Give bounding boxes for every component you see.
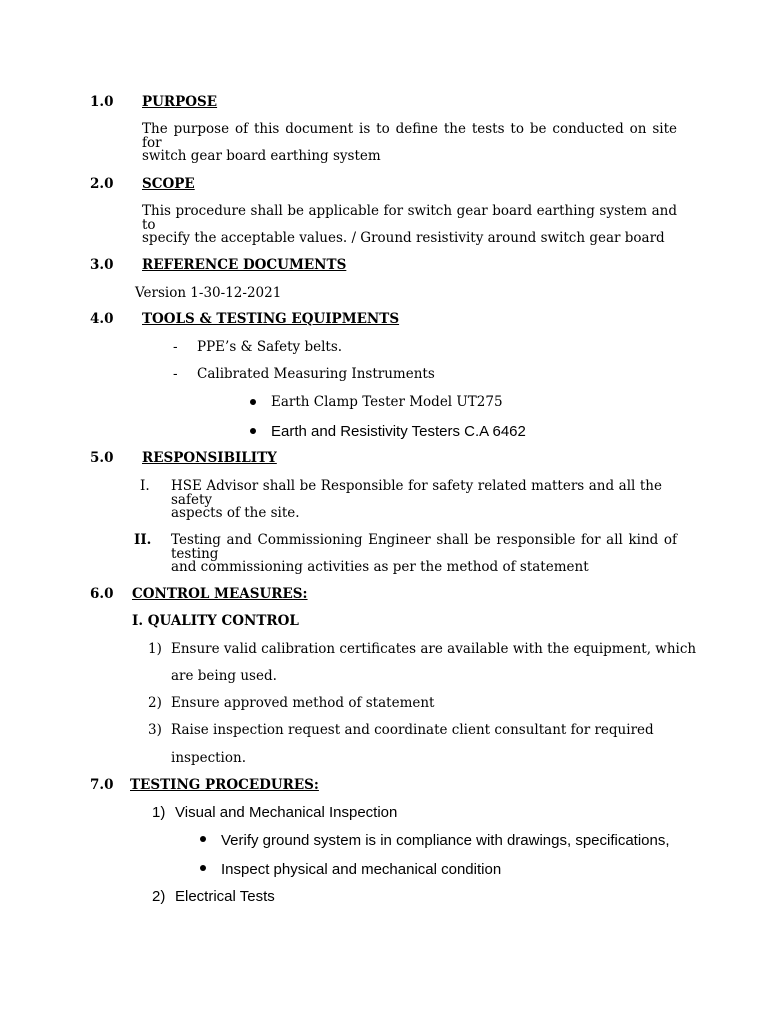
control-item-line: Raise inspection request and coordinate client consultant for required [171, 722, 654, 738]
procedure-subitem: Inspect physical and mechanical condition [221, 861, 502, 878]
section-3-number: 3.0 [90, 257, 114, 273]
control-item-line: Ensure valid calibration certificates are available with the equipment, which [171, 641, 697, 657]
numbered-marker: 1) [152, 804, 166, 821]
control-item-line: inspection. [171, 750, 246, 766]
section-2-body-line: specify the acceptable values. / Ground resistivity around switch gear board [142, 230, 665, 246]
responsibility-line: HSE Advisor shall be Responsible for safety related matters and all the safety [171, 478, 662, 508]
section-1-heading: PURPOSE [142, 94, 218, 110]
bullet-icon [250, 399, 256, 405]
bullet-icon [200, 865, 206, 871]
section-1-number: 1.0 [90, 94, 114, 110]
numbered-marker: 2) [152, 888, 166, 905]
section-4-number: 4.0 [90, 311, 114, 327]
section-5-heading: RESPONSIBILITY [142, 450, 277, 466]
section-7-heading: TESTING PROCEDURES: [130, 777, 319, 793]
section-6-heading: CONTROL MEASURES: [132, 586, 308, 602]
section-1-body-line: switch gear board earthing system [142, 148, 381, 164]
roman-marker: I. [140, 478, 150, 494]
section-5-number: 5.0 [90, 450, 114, 466]
section-1-body-line: The purpose of this document is to define the tests to be conducted on site for [142, 121, 677, 151]
responsibility-line: aspects of the site. [171, 505, 300, 521]
control-item-line: are being used. [171, 668, 277, 684]
instrument-item: Earth and Resistivity Testers C.A 6462 [271, 423, 526, 440]
section-7-number: 7.0 [90, 777, 114, 793]
dash-marker: - [173, 339, 178, 355]
section-3-version: Version 1-30-12-2021 [135, 285, 282, 301]
instrument-item: Earth Clamp Tester Model UT275 [271, 394, 503, 410]
procedure-item: Electrical Tests [175, 888, 275, 905]
procedure-item: Visual and Mechanical Inspection [175, 804, 398, 821]
dash-marker: - [173, 366, 178, 382]
responsibility-line: Testing and Commissioning Engineer shall be responsible for all kind of testing [171, 532, 677, 562]
quality-control-subheading: I. QUALITY CONTROL [132, 613, 299, 629]
control-item-line: Ensure approved method of statement [171, 695, 435, 711]
responsibility-line: and commissioning activities as per the method of statement [171, 559, 589, 575]
section-2-body-line: This procedure shall be applicable for switch gear board earthing system and to [142, 203, 677, 233]
section-2-number: 2.0 [90, 176, 114, 192]
tools-item: PPE’s & Safety belts. [197, 339, 343, 355]
bullet-icon [200, 836, 206, 842]
section-2-heading: SCOPE [142, 176, 195, 192]
numbered-marker: 3) [148, 722, 162, 738]
procedure-subitem: Verify ground system is in compliance with drawings, specifications, [221, 832, 670, 849]
numbered-marker: 2) [148, 695, 162, 711]
section-4-heading: TOOLS & TESTING EQUIPMENTS [142, 311, 400, 327]
bullet-icon [250, 428, 256, 434]
numbered-marker: 1) [148, 641, 162, 657]
roman-marker: II. [134, 532, 152, 548]
tools-item: Calibrated Measuring Instruments [197, 366, 435, 382]
section-3-heading: REFERENCE DOCUMENTS [142, 257, 347, 273]
section-6-number: 6.0 [90, 586, 114, 602]
